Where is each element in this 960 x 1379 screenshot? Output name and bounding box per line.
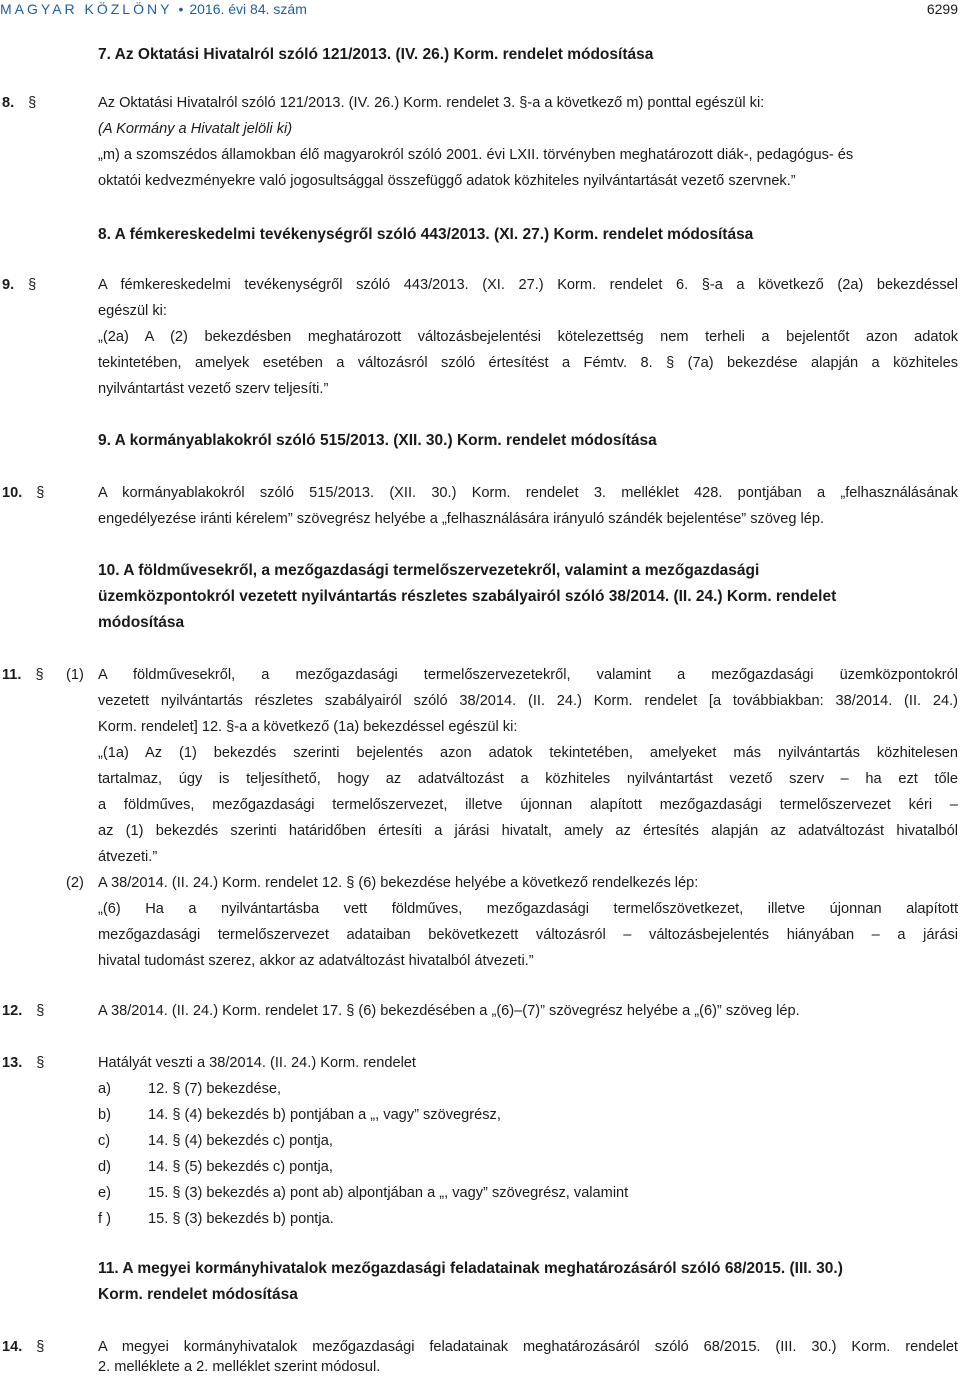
header-title <box>0 1 307 17</box>
s13-item-c-text: 14. § (4) bekezdés c) pontja, <box>148 1133 333 1149</box>
s13-item-f-text: 15. § (3) bekezdés b) pontja. <box>148 1211 334 1227</box>
s8-line-3: „m) a szomszédos államokban élő magyarokról szóló 2001. évi LXII. törvényben meghatározott diák-, pedagógus- és <box>98 147 854 163</box>
section-number-8: 8. § <box>2 95 37 111</box>
s13-item-f-mark: f ) <box>98 1211 111 1227</box>
section-number-12: 12. § <box>2 1003 45 1019</box>
section-number-13: 13. § <box>2 1055 45 1071</box>
s11-line-4: „(1a) Az (1) bekezdés szerinti bejelentés azon adatok tekintetében, amelyeket más nyilvántartás közhitelesen <box>98 745 958 761</box>
page-header <box>0 0 960 20</box>
heading-10-line-3: módosítása <box>98 614 185 631</box>
s13-item-b-mark: b) <box>98 1107 111 1123</box>
s11-paragraph-2-mark: (2) <box>66 875 84 891</box>
s13-item-d-text: 14. § (5) bekezdés c) pontja, <box>148 1159 333 1175</box>
s13-line-1: Hatályát veszti a 38/2014. (II. 24.) Korm. rendelet <box>98 1055 416 1071</box>
s8-line-2: (A Kormány a Hivatalt jelöli ki) <box>98 121 293 137</box>
s11-line-1: A földművesekről, a mezőgazdasági termelőszervezetekről, valamint a mezőgazdasági üzemközpontokról <box>98 667 958 683</box>
issue-label: 2016. évi 84. szám <box>189 1 307 17</box>
s9-line-1: A fémkereskedelmi tevékenységről szóló 443/2013. (XI. 27.) Korm. rendelet 6. §-a a következő (2a) bekezdéssel <box>98 277 958 293</box>
s8-line-4: oktatói kedvezményekre való jogosultsággal összefüggő adatok közhiteles nyilvántartását vezető szervnek.” <box>98 173 796 189</box>
section-number-9: 9. § <box>2 277 37 293</box>
header-separator: • <box>178 1 184 17</box>
heading-7: 7. Az Oktatási Hivatalról szóló 121/2013. (IV. 26.) Korm. rendelet módosítása <box>98 46 654 63</box>
s10-line-2: engedélyezése iránti kérelem” szövegrész helyébe a „felhasználására irányuló szándék bejelentése” szöveg lép. <box>98 511 825 527</box>
heading-8: 8. A fémkereskedelmi tevékenységről szóló 443/2013. (XI. 27.) Korm. rendelet módosítása <box>98 226 754 243</box>
s11-line-7: az (1) bekezdés szerinti határidőben értesíti a járási hivatalt, amely az értesítés alapján az adatváltozást hivatalból <box>98 823 958 839</box>
s11-line-5: tartalmaz, úgy is teljesíthető, hogy az adatváltozást a közhiteles nyilvántartást vezető szerv – ha ezt tőle <box>98 771 958 787</box>
s9-line-5: nyilvántartást vezető szerv teljesíti.” <box>98 381 329 397</box>
heading-10-line-1: 10. A földművesekről, a mezőgazdasági termelőszervezetekről, valamint a mezőgazdasági <box>98 562 760 579</box>
section-number-11: 11. § <box>2 667 44 683</box>
s11-line-12: hivatal tudomást szerez, akkor az adatváltozást hivatalból átvezeti.” <box>98 953 534 969</box>
s10-line-1: A kormányablakokról szóló 515/2013. (XII. 30.) Korm. rendelet 3. melléklet 428. pontjában a „felhasználásának <box>98 485 958 501</box>
s14-line-1: A megyei kormányhivatalok mezőgazdasági feladatainak meghatározásáról szóló 68/2015. (III. 30.) Korm. rendelet <box>98 1339 958 1355</box>
s11-line-9: A 38/2014. (II. 24.) Korm. rendelet 12. § (6) bekezdése helyébe a következő rendelkezés lép: <box>98 875 699 891</box>
s14-line-2: 2. melléklete a 2. melléklet szerint módosul. <box>98 1359 381 1375</box>
page-number: 6299 <box>926 1 958 17</box>
s13-item-b-text: 14. § (4) bekezdés b) pontjában a „, vagy” szövegrész, <box>148 1107 501 1123</box>
s9-line-4: tekintetében, amelyek esetében a változásról szóló értesítést a Fémtv. 8. § (7a) bekezdése alapján a közhiteles <box>98 355 958 371</box>
section-number-10: 10. § <box>2 485 45 501</box>
s12-line-1: A 38/2014. (II. 24.) Korm. rendelet 17. § (6) bekezdésében a „(6)–(7)” szövegrész helyébe a „(6)” szöveg lép. <box>98 1003 800 1019</box>
s13-item-d-mark: d) <box>98 1159 111 1175</box>
s8-line-1: Az Oktatási Hivatalról szóló 121/2013. (IV. 26.) Korm. rendelet 3. §-a a következő m) ponttal egészül ki: <box>98 95 765 111</box>
s11-line-10: „(6) Ha a nyilvántartásba vett földműves, mezőgazdasági termelőszövetkezet, illetve újonnan alapított <box>98 901 958 917</box>
s13-item-e-mark: e) <box>98 1185 111 1201</box>
s13-item-a-text: 12. § (7) bekezdése, <box>148 1081 282 1097</box>
heading-10-line-2: üzemközpontokról vezetett nyilvántartás részletes szabályairól szóló 38/2014. (II. 24.) Korm. rendelet <box>98 588 837 605</box>
s11-paragraph-1-mark: (1) <box>66 667 84 683</box>
heading-9: 9. A kormányablakokról szóló 515/2013. (XII. 30.) Korm. rendelet módosítása <box>98 432 657 449</box>
s11-line-2: vezetett nyilvántartás részletes szabályairól szóló 38/2014. (II. 24.) Korm. rendelet [a továbbiakban: 38/2014. (II. 24.) <box>98 693 958 709</box>
s13-item-e-text: 15. § (3) bekezdés a) pont ab) alpontjában a „, vagy” szövegrész, valamint <box>148 1185 629 1201</box>
s11-line-11: mezőgazdasági termelőszervezet adataiban bekövetkezett változásról – változásbejelentés hiányában – a járási <box>98 927 958 943</box>
section-number-14: 14. § <box>2 1339 45 1355</box>
s11-line-6: a földműves, mezőgazdasági termelőszervezet, illetve újonnan alapított mezőgazdasági termelőszervezet kéri – <box>98 797 958 813</box>
s11-line-3: Korm. rendelet] 12. §-a a következő (1a) bekezdéssel egészül ki: <box>98 719 518 735</box>
s13-item-c-mark: c) <box>98 1133 111 1149</box>
s9-line-2: egészül ki: <box>98 303 167 319</box>
s13-item-a-mark: a) <box>98 1081 111 1097</box>
heading-11-line-1: 11. A megyei kormányhivatalok mezőgazdasági feladatainak meghatározásáról szóló 68/2015. (III. 30.) <box>98 1260 843 1277</box>
s11-line-8: átvezeti.” <box>98 849 158 865</box>
journal-name: MAGYAR KÖZLÖNY <box>0 1 173 17</box>
s9-line-3: „(2a) A (2) bekezdésben meghatározott változásbejelentési kötelezettség nem terheli a bejelentőt azon adatok <box>98 329 958 345</box>
heading-11-line-2: Korm. rendelet módosítása <box>98 1286 298 1303</box>
